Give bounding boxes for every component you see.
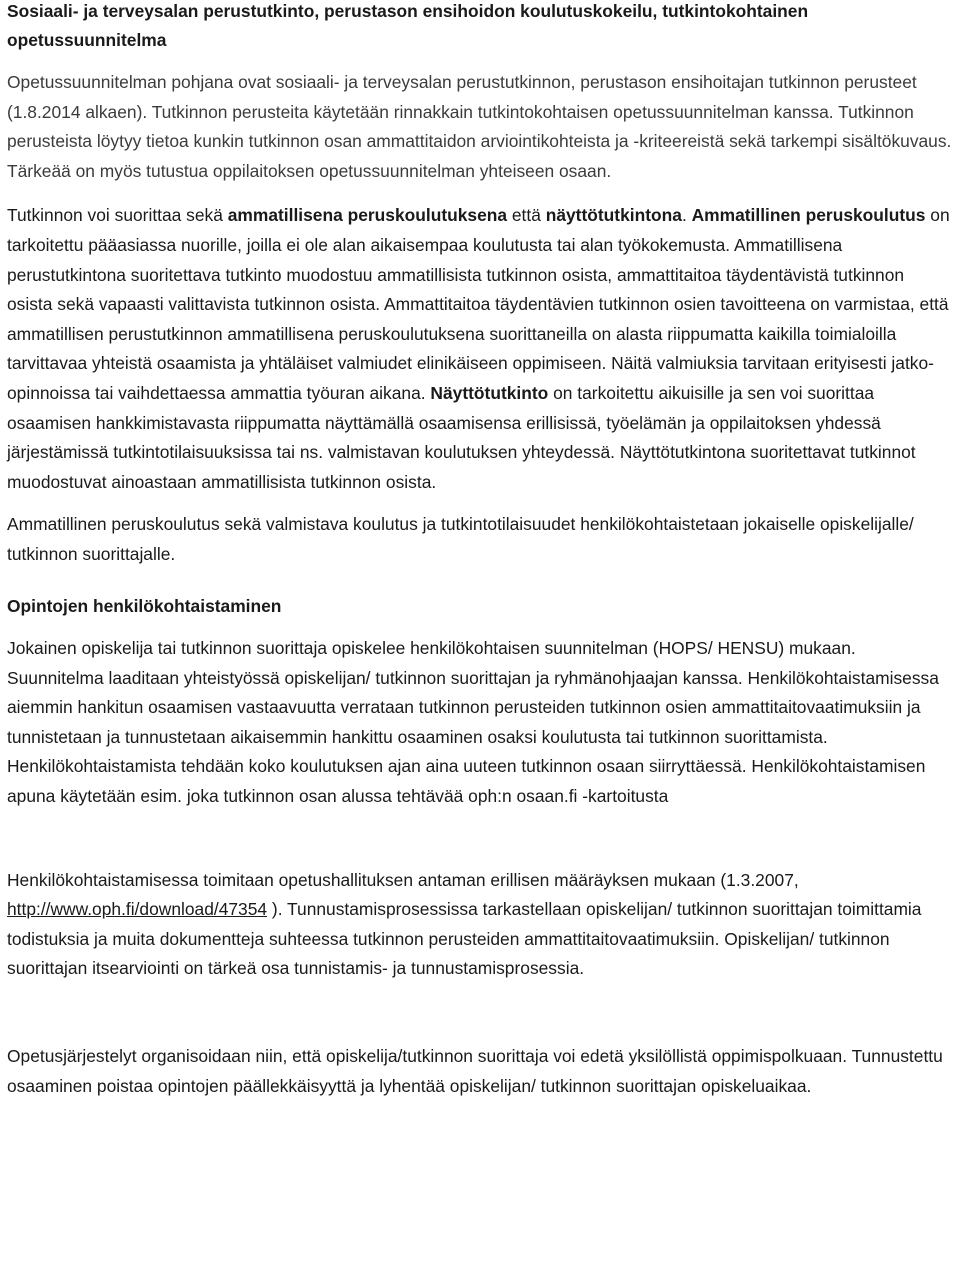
text-segment: . (681, 205, 692, 226)
text-segment: ). Tunnustamisprosessissa tarkastellaan opiskelijan/ tutkinnon suorittajan toimittamia todistuksia ja muita dokumentteja suhteessa tutkinnon perusteiden ammattitaitovaatimuksiin. Opiskelijan/ tutkinnon suorittajan itsearviointi on tärkeä osa tunnistamis- ja tunnustamisprosessia. (7, 899, 922, 979)
intro-paragraph (7, 68, 954, 186)
text-segment: on tarkoitettu pääasiassa nuorille, joilla ei ole alan aikaisempaa koulutusta tai alan työkokemusta. Ammatillisena perustutkintona suoritettava tutkinto muodostuu ammatillisista tutkinnon osista, ammattitaitoa täydentävistä tutkinnon osista sekä vapaasti valittavista tutkinnon osista. Ammattitaitoa täydentävien tutkinnon osien tavoitteena on varmistaa, että ammatillisen perustutkinnon ammatillisena peruskoulutuksena suorittaneilla on alasta riippumatta kaikilla toimialoilla tarvittavaa yhteistä osaamista ja yhtäläiset valmiudet elinikäiseen oppimiseen. Näitä valmiuksia tarvitaan erityisesti jatko-opinnoissa tai vaihdettaessa ammattia työuran aikana. (7, 205, 950, 403)
bold-term: Ammatillinen peruskoulutus (691, 205, 926, 226)
regulation-paragraph (7, 866, 954, 984)
text-segment: Henkilökohtaistamisessa toimitaan opetushallituksen antaman erillisen määräyksen mukaan (1.3.2007, (7, 869, 799, 890)
text-segment: on tarkoitettu aikuisille ja sen voi suorittaa osaamisen hankkimistavasta riippumatta näyttämällä osaamisensa erillisissä, työelämän ja oppilaitoksen yhdessä järjestämissä tutkintotilaisuuksissa tai ns. valmistavan koulutuksen yhteydessä. Näyttötutkintona suoritettavat tutkinnot muodostuvat ainoastaan ammatillisista tutkinnon osista. (7, 382, 916, 492)
hops-paragraph: Jokainen opiskelija tai tutkinnon suorittaja opiskelee henkilökohtaisen suunnitelman (HOPS/ HENSU) mukaan. Suunnitelma laaditaan yhteistyössä opiskelijan/ tutkinnon suorittajan ja ryhmänohjaajan kanssa. Henkilökohtaistamisessa aiemmin hankitun osaamisen vastaavuutta verrataan tutkinnon perusteiden tutkinnon osien ammattitaitovaatimuksiin ja tunnistetaan ja tunnustetaan aikaisemmin hankittu osaaminen osaksi koulutusta tai tutkinnon suorittamista. Henkilökohtaistamista tehdään koko koulutuksen ajan aina uuteen tutkinnon osaan siirryttäessä. Henkilökohtaistamisen apuna käytetään esim. joka tutkinnon osan alussa tehtävää oph:n osaan.fi -kartoitusta (7, 638, 939, 807)
oph-download-link[interactable]: http://www.oph.fi/download/47354 (7, 899, 268, 920)
text-segment: että (507, 205, 546, 226)
section-heading: Opintojen henkilökohtaistaminen (7, 595, 282, 616)
personalization-paragraph: Ammatillinen peruskoulutus sekä valmistava koulutus ja tutkintotilaisuudet henkilökohtaistetaan jokaiselle opiskelijalle/ tutkinnon suorittajalle. (7, 514, 914, 564)
text-segment: Tutkinnon voi suorittaa sekä (7, 205, 228, 226)
arrangements-paragraph: Opetusjärjestelyt organisoidaan niin, että opiskelija/tutkinnon suorittaja voi edetä yksilöllistä oppimispolkuaan. Tunnustettu osaaminen poistaa opintojen päällekkäisyyttä ja lyhentää opiskelijan/ tutkinnon suorittajan opiskeluaikaa. (7, 1046, 943, 1096)
degree-paths-paragraph (7, 201, 954, 497)
bold-term: näyttötutkintona (545, 205, 682, 226)
bold-term: Näyttötutkinto (430, 382, 549, 403)
bold-term: ammatillisena peruskoulutuksena (227, 205, 508, 226)
intro-text: Opetussuunnitelman pohjana ovat sosiaali- ja terveysalan perustutkinnon, perustason ensihoitajan tutkinnon perusteet (1.8.2014 alkaen). Tutkinnon perusteita käytetään rinnakkain tutkintokohtaisen opetussuunnitelman kanssa. Tutkinnon perusteista löytyy tietoa kunkin tutkinnon osan ammattitaidon arviointikohteista ja -kriteereistä sekä tarkempi sisältökuvaus. Tärkeää on myös tutustua oppilaitoksen opetussuunnitelman yhteiseen osaan. (7, 72, 952, 181)
document-title: Sosiaali- ja terveysalan perustutkinto, perustason ensihoidon koulutuskokeilu, tutkintokohtainen opetussuunnitelma (7, 1, 809, 50)
